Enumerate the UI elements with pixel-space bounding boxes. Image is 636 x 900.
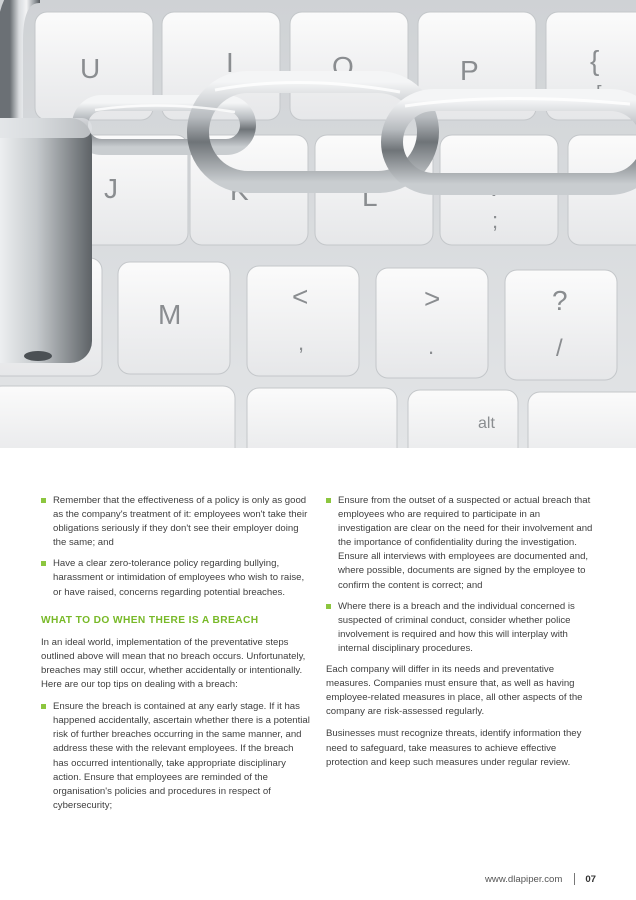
key-label-less: < (292, 281, 309, 312)
key-sublabel-slash: / (556, 335, 563, 362)
page-number: 07 (585, 873, 596, 885)
bullet-square-icon (41, 561, 46, 566)
section-heading: WHAT TO DO WHEN THERE IS A BREACH (41, 614, 259, 626)
list-item-text: Where there is a breach and the individual concerned is suspected of criminal conduct, consider whether police involvement is required and how this will interplay with internal disciplinary procedures. (338, 600, 575, 654)
key-sublabel-comma: , (298, 330, 305, 355)
key-label-k: K (230, 175, 249, 206)
key-label-i: I (226, 47, 234, 78)
bullet-square-icon (326, 604, 331, 609)
list-item (326, 494, 596, 593)
list-item (41, 494, 311, 550)
right-column (326, 494, 596, 778)
right-bullet-list (326, 494, 596, 656)
list-item (41, 700, 311, 813)
hero-photo (0, 0, 636, 448)
bullet-square-icon (41, 498, 46, 503)
left-bullet-list-bottom (41, 700, 311, 813)
list-item-text: Ensure from the outset of a suspected or actual breach that employees who are required to participate in an investigation are clear on the need for their involvement and the importance of confidentiality during the investigation. Ensure all interviews with employees are documented and, where possible, documents are signed by the employee to confirm the content is correct; and (338, 495, 593, 591)
list-item (41, 557, 311, 599)
body-paragraph: Each company will differ in its needs and preventative measures. Companies must ensure that, as well as having employee-related measures in place, all other aspects of the company are risk-assessed regularly. (326, 664, 583, 718)
key-label-colon: : (490, 171, 498, 202)
key-sublabel-bracket: [ (596, 83, 602, 105)
intro-paragraph: In an ideal world, implementation of the preventative steps outlined above will mean that no breach occurs. Unfortunately, breaches may still occur, whether accidentally or intentionally. Here are our top tips on dealing with a breach: (41, 636, 306, 691)
footer-url-link[interactable]: www.dlapiper.com (485, 873, 563, 885)
left-bullet-list-top (41, 494, 311, 600)
footer-divider (574, 873, 575, 885)
list-item-text: Ensure the breach is contained at any early stage. If it has happened accidentally, ascertain whether there is a potential risk of further breaches occurring in the same manner, and address these with the relevant employees. If the breach has occurred intentionally, take appropriate disciplinary action. Ensure that employees are reminded of the organisation's policies and procedures in respect of cybersecurity; (53, 701, 310, 811)
key-label-brace: { (590, 45, 600, 76)
list-item-text: Have a clear zero-tolerance policy regarding bullying, harassment or intimidation of employees who wish to raise, or have raised, concerns regarding potential breaches. (53, 558, 305, 598)
bullet-square-icon (41, 704, 46, 709)
key-label-question: ? (552, 285, 568, 316)
key-label-l: L (362, 181, 378, 212)
bullet-square-icon (326, 498, 331, 503)
keyboard-row-3 (0, 258, 617, 380)
key-label-o: O (332, 51, 354, 82)
key-label-j: J (104, 173, 118, 204)
key-label-alt: alt (478, 415, 495, 432)
left-column (41, 494, 311, 820)
key-sublabel-period: . (428, 334, 435, 359)
keyboard-row-4 (0, 386, 636, 448)
key-sublabel-semicolon: ; (492, 208, 499, 233)
key-label-m: M (158, 299, 182, 330)
key-label-greater: > (424, 283, 441, 314)
key-label-p: P (460, 55, 479, 86)
body-paragraph: Businesses must recognize threats, identify information they need to safeguard, take measures to achieve effective protection and keep such measures under regular review. (326, 728, 582, 768)
page-footer (485, 873, 596, 885)
list-item-text: Remember that the effectiveness of a policy is only as good as the company's treatment of it: employees won't take their obligations seriously if they don't see their employer doing the same; and (53, 495, 308, 549)
key-label-u: U (80, 53, 101, 84)
list-item (326, 600, 596, 656)
